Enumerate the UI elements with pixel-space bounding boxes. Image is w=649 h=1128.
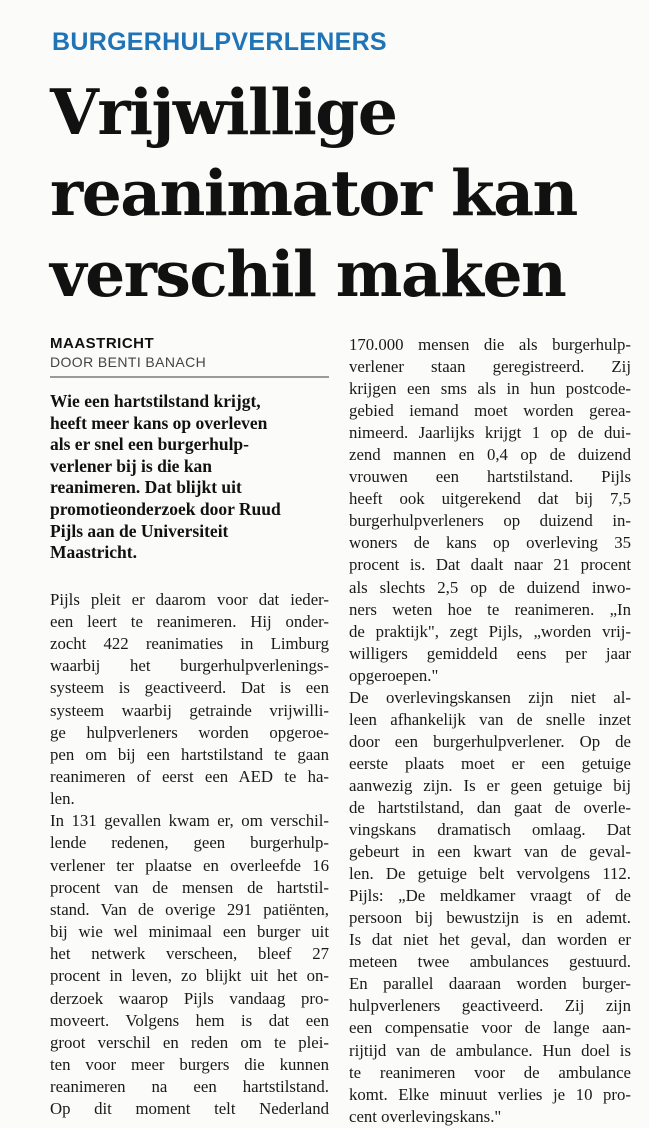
- text-line: zend mannen en 0,4 op de duizend: [349, 445, 631, 465]
- text-line: derzoek waarop Pijls vandaag pro-: [50, 988, 329, 1008]
- text-line: heeft meer kans op overleven: [50, 412, 268, 433]
- text-line: zocht 422 reanimaties in Limburg: [50, 634, 329, 654]
- text-line: reanimeren na een hartstilstand.: [50, 1077, 329, 1097]
- text-line: leen afhankelijk van de snelle inzet: [349, 709, 631, 729]
- text-line: ners weten hoe te reanimeren. „In: [349, 599, 631, 619]
- left-column: [50, 334, 329, 1121]
- text-line: En parallel daaraan worden burger-: [349, 974, 631, 994]
- text-line: als slechts 2,5 op de duizend inwo-: [349, 577, 631, 597]
- text-line: procent van de mensen de hartstil-: [50, 877, 329, 897]
- text-line: Op dit moment telt Nederland: [50, 1099, 329, 1119]
- body-paragraph-1: [50, 589, 329, 811]
- text-line: vingskans dramatisch omlaag. Dat: [349, 820, 631, 840]
- text-line: reanimeren of eerst een AED te ha-: [50, 767, 329, 786]
- text-line: woners de kans op overleving 35: [349, 533, 631, 553]
- body-paragraph-3: [349, 334, 631, 687]
- text-line: De overlevingskansen zijn niet al-: [349, 687, 631, 707]
- text-line: stand. Van de overige 291 patiënten,: [50, 899, 329, 919]
- text-line: Maastricht.: [50, 542, 137, 563]
- text-line: een leert te reanimeren. Hij onder-: [50, 611, 329, 631]
- text-line: 170.000 mensen die als burgerhulp-: [349, 335, 631, 354]
- text-line: willigers gemiddeld eens per jaar: [349, 643, 631, 663]
- text-line: komt. Elke minuut verlies je 10 pro-: [349, 1084, 631, 1104]
- text-line: krijgen een sms als in hun postcode-: [349, 379, 631, 399]
- text-line: door een burgerhulpverlener. Op de: [349, 731, 631, 751]
- text-line: gebeurt in een kwart van de geval-: [349, 842, 631, 862]
- text-line: hulpverleners geactiveerd. Zij zijn: [349, 996, 631, 1016]
- text-line: reanimeren. Dat blijkt uit: [50, 477, 242, 498]
- text-line: systeem waarbij getrainde vrijwilli-: [50, 700, 329, 720]
- kicker: BURGERHULPVERLENERS: [52, 28, 387, 56]
- text-line: ge hulpverleners worden opgeroe-: [50, 722, 329, 742]
- text-line: Pijls aan de Universiteit: [50, 520, 229, 541]
- headline-line: verschil maken: [50, 237, 566, 311]
- text-line: de hartstilstand, dan gaat de overle-: [349, 797, 631, 817]
- text-line: bij wie wel minimaal een burger uit: [50, 922, 329, 942]
- text-line: len. De getuige belt vervolgens 112.: [349, 864, 631, 884]
- text-line: aanwezig zijn. Is er geen getuige bij: [349, 775, 631, 795]
- text-line: vrouwen een hartstilstand. Pijls: [349, 467, 631, 487]
- byline-rule: [50, 376, 329, 378]
- text-line: pen om bij een hartstilstand te gaan: [50, 744, 329, 764]
- text-line: te reanimeren voor de ambulance: [349, 1062, 631, 1082]
- text-line: Wie een hartstilstand krijgt,: [50, 391, 261, 411]
- text-line: waarbij het burgerhulpverlenings-: [50, 656, 329, 676]
- text-line: burgerhulpverleners op duizend in-: [349, 511, 631, 531]
- text-line: een compensatie voor de lange aan-: [349, 1018, 631, 1038]
- headline: [50, 72, 640, 315]
- text-line: cent overlevingskans.": [349, 1106, 502, 1126]
- text-line: Is dat niet het geval, dan worden er: [349, 930, 631, 950]
- headline-line: Vrijwillige: [50, 75, 397, 149]
- text-line: procent is. Dat daalt naar 21 procent: [349, 555, 631, 575]
- text-line: nimeerd. Jaarlijks krijgt 1 op de dui-: [349, 423, 631, 443]
- text-line: meteen twee ambulances gestuurd.: [349, 952, 631, 972]
- body-paragraph-2: [50, 810, 329, 1120]
- text-line: promotieonderzoek door Ruud: [50, 498, 281, 519]
- text-line: Pijls: „De meldkamer vraagt of de: [349, 886, 631, 906]
- text-line: In 131 gevallen kwam er, om verschil-: [50, 811, 329, 831]
- dateline: MAASTRICHT: [50, 335, 155, 352]
- text-line: opgeroepen.": [349, 665, 439, 685]
- text-line: als er snel een burgerhulp-: [50, 434, 249, 455]
- text-line: het netwerk verscheen, bleef 27: [50, 944, 329, 964]
- text-line: groot verschil en reden om te plei-: [50, 1032, 329, 1052]
- text-line: verlener bij is die kan: [50, 455, 213, 476]
- byline: DOOR BENTI BANACH: [50, 354, 207, 370]
- text-line: ten voor meer burgers die kunnen: [50, 1055, 329, 1075]
- text-line: len.: [50, 789, 75, 809]
- text-line: systeem is geactiveerd. Dat is een: [50, 678, 329, 698]
- right-column: [349, 334, 631, 1128]
- text-line: heeft ook uitgerekend dat bij 7,5: [349, 489, 631, 509]
- text-line: moveert. Volgens hem is dat een: [50, 1010, 329, 1030]
- text-line: lende redenen, geen burgerhulp-: [50, 833, 329, 853]
- text-line: de praktijk", zegt Pijls, „worden vrij-: [349, 621, 631, 641]
- text-line: procent in leven, zo blijkt uit het on-: [50, 966, 329, 986]
- body-paragraph-4: [349, 687, 631, 1128]
- text-line: persoon bij bewustzijn is en ademt.: [349, 908, 631, 928]
- text-line: eerste plaats moet er een getuige: [349, 753, 631, 773]
- lead-paragraph: [50, 391, 329, 564]
- text-line: rijtijd van de ambulance. Hun doel is: [349, 1040, 631, 1060]
- text-line: verlener ter plaatse en overleefde 16: [50, 855, 329, 875]
- text-line: gebied iemand moet worden gerea-: [349, 401, 631, 421]
- text-line: Pijls pleit er daarom voor dat ieder-: [50, 589, 329, 609]
- headline-line: reanimator kan: [50, 156, 577, 230]
- text-line: verlener staan geregistreerd. Zij: [349, 357, 631, 377]
